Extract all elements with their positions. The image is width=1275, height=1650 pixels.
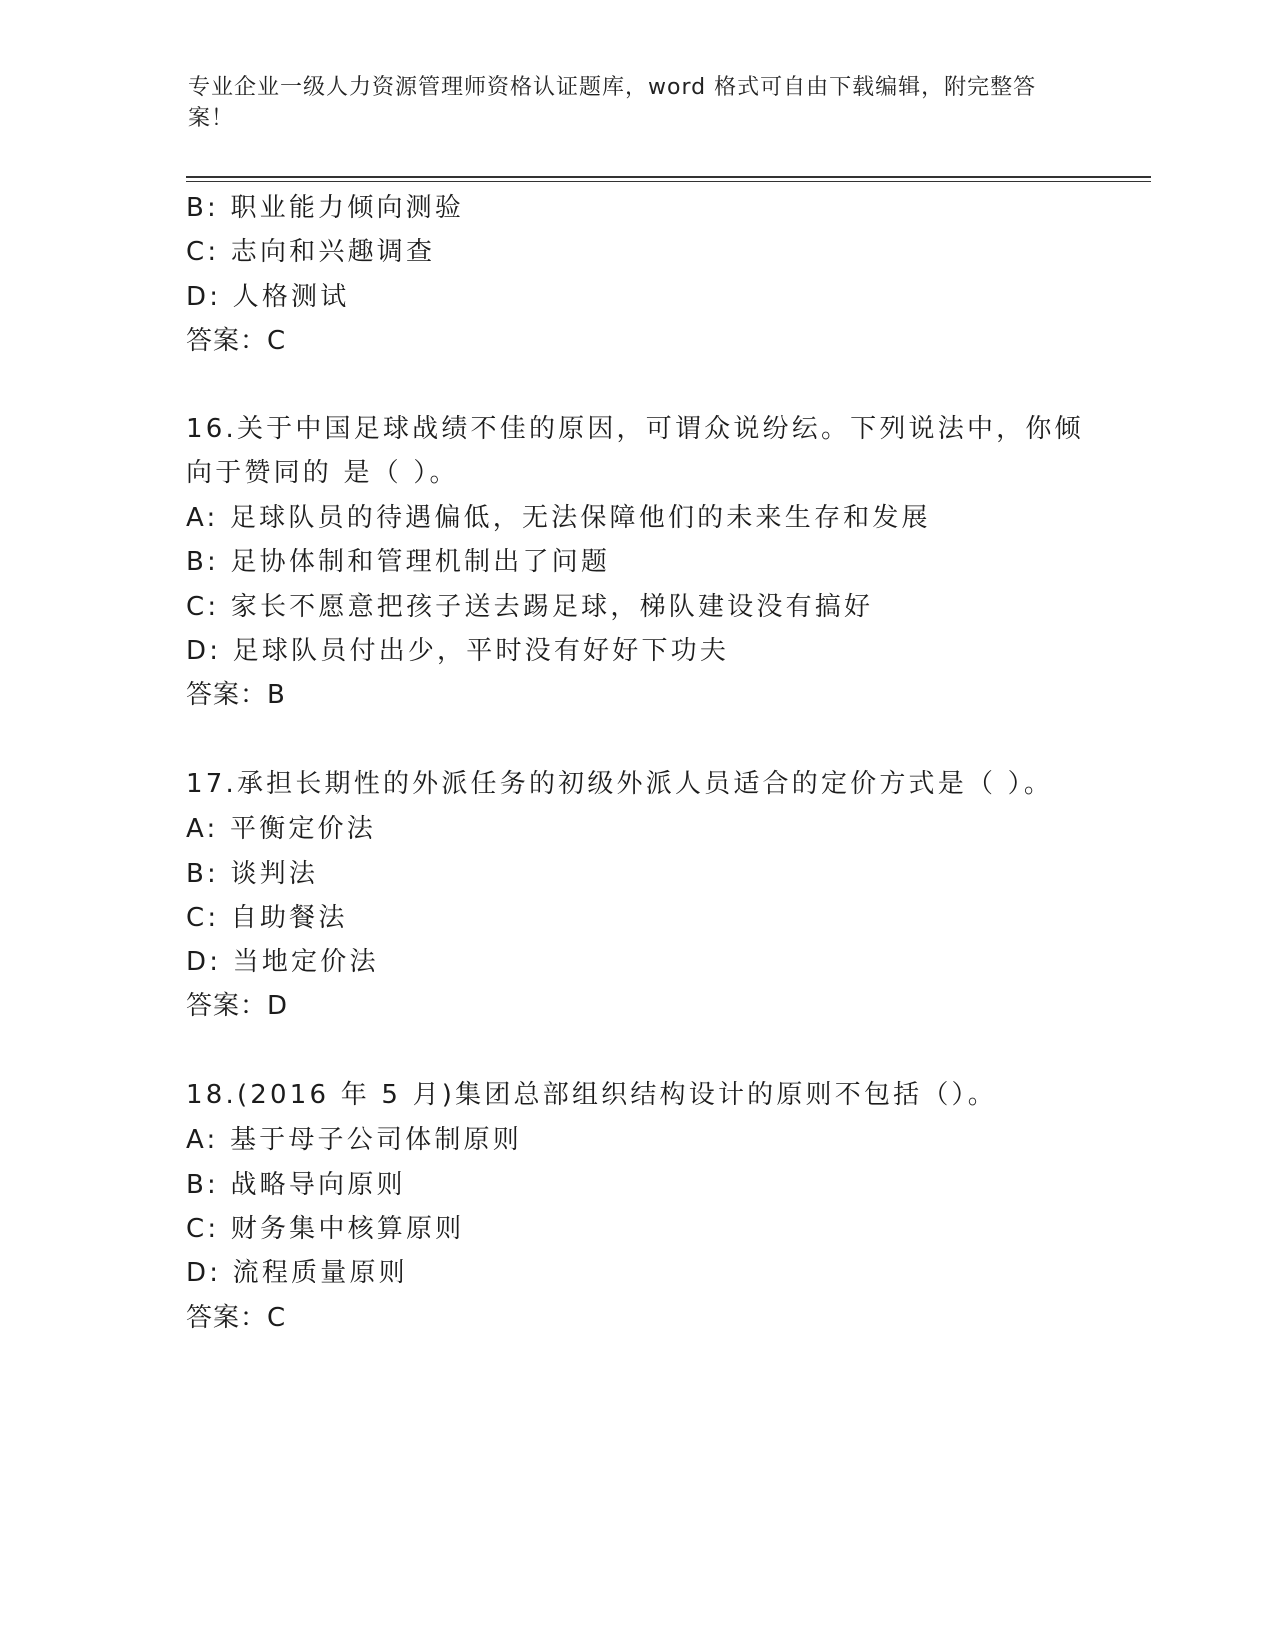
option-a: A: 足球队员的待遇偏低，无法保障他们的未来生存和发展 xyxy=(186,503,931,533)
question-17-stem: 17.承担长期性的外派任务的初级外派人员适合的定价方式是（ ）。 xyxy=(186,769,1054,799)
header-divider-thin xyxy=(186,181,1151,182)
option-d: D: 足球队员付出少，平时没有好好下功夫 xyxy=(186,636,730,666)
question-16-stem: 16.关于中国足球战绩不佳的原因，可谓众说纷纭。下列说法中，你倾 xyxy=(186,414,1084,444)
option-a: A: 基于母子公司体制原则 xyxy=(186,1125,522,1155)
option-c: C: 财务集中核算原则 xyxy=(186,1214,465,1244)
option-d: D: 人格测试 xyxy=(186,282,350,312)
question-18-stem: 18.(2016 年 5 月)集团总部组织结构设计的原则不包括（）。 xyxy=(186,1080,997,1110)
option-b: B: 战略导向原则 xyxy=(186,1170,406,1200)
option-b: B: 足协体制和管理机制出了问题 xyxy=(186,547,611,577)
option-c: C: 志向和兴趣调查 xyxy=(186,237,436,267)
question-16-stem-cont: 向于赞同的 是（ ）。 xyxy=(186,458,459,488)
option-c: C: 自助餐法 xyxy=(186,903,348,933)
answer: 答案：B xyxy=(186,680,286,710)
header-divider-thick xyxy=(186,176,1151,178)
answer: 答案：D xyxy=(186,991,289,1021)
answer: 答案：C xyxy=(186,1303,287,1333)
option-b: B: 谈判法 xyxy=(186,859,319,889)
document-header: 专业企业一级人力资源管理师资格认证题库，word 格式可自由下载编辑，附完整答案！ xyxy=(188,75,1037,131)
answer: 答案：C xyxy=(186,326,287,356)
option-b: B: 职业能力倾向测验 xyxy=(186,193,465,223)
option-d: D: 当地定价法 xyxy=(186,947,379,977)
option-c: C: 家长不愿意把孩子送去踢足球，梯队建设没有搞好 xyxy=(186,592,874,622)
option-a: A: 平衡定价法 xyxy=(186,814,376,844)
option-d: D: 流程质量原则 xyxy=(186,1258,408,1288)
